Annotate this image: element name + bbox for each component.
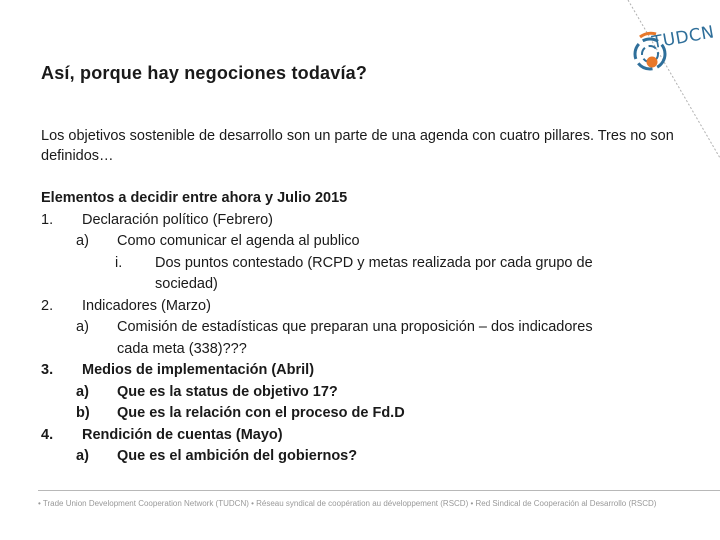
subitem-letter: a): [76, 383, 89, 400]
subsubitem-text-cont: sociedad): [155, 276, 218, 292]
subitem-text: Comisión de estadísticas que preparan una proposición – dos indicadores: [117, 319, 593, 335]
item-number: 2.: [41, 297, 54, 314]
outline-subitem: [0, 317, 720, 339]
outline-item: [0, 425, 720, 447]
outline-list: [0, 188, 720, 468]
subitem-text: Como comunicar el agenda al publico: [117, 233, 360, 249]
logo-text: TUDCN: [650, 22, 717, 53]
outline-heading: Elementos a decidir entre ahora y Julio 2015: [41, 190, 348, 206]
subsubitem-numeral: i.: [115, 254, 123, 271]
item-number: 1.: [41, 211, 54, 228]
outline-continuation: [0, 339, 720, 361]
outline-subitem: [0, 382, 720, 404]
subsubitem-text: Dos puntos contestado (RCPD y metas realizada por cada grupo de: [155, 254, 593, 271]
subitem-letter: a): [76, 233, 89, 249]
subitem-letter: a): [76, 319, 89, 335]
subitem-text: Que es el ambición del gobiernos?: [117, 448, 358, 464]
item-text: Indicadores (Marzo): [82, 297, 211, 314]
slide-title: Así, porque hay negociones todavía?: [41, 63, 368, 83]
outline-item: [0, 296, 720, 318]
subitem-letter: a): [76, 448, 89, 464]
item-number: 4.: [41, 426, 54, 443]
subitem-letter: b): [76, 405, 90, 421]
outline-subitem: [0, 231, 720, 253]
footer-divider: [38, 490, 720, 491]
item-text: Declaración político (Febrero): [82, 211, 273, 228]
subitem-text-cont: cada meta (338)???: [117, 340, 247, 357]
outline-subsubitem: [0, 253, 720, 275]
outline-item: [0, 210, 720, 232]
outline-continuation: [0, 274, 720, 296]
outline-item: [0, 360, 720, 382]
intro-paragraph: Los objetivos sostenible de desarrollo son un parte de una agenda con cuatro pillares. Tres no son definidos…: [41, 128, 674, 164]
subitem-text: Que es la status de objetivo 17?: [117, 383, 338, 400]
item-text: Medios de implementación (Abril): [82, 362, 315, 378]
item-number: 3.: [41, 362, 54, 378]
footer-text: • Trade Union Development Cooperation Network (TUDCN) • Réseau syndical de coopération au développement (RSCD) • Red Sindical de Cooperación al Desarrollo (RSCD): [38, 499, 657, 508]
outline-subitem: [0, 403, 720, 425]
outline-subitem: [0, 446, 720, 468]
subitem-text: Que es la relación con el proceso de Fd.D: [117, 405, 405, 421]
item-text: Rendición de cuentas (Mayo): [82, 426, 283, 443]
